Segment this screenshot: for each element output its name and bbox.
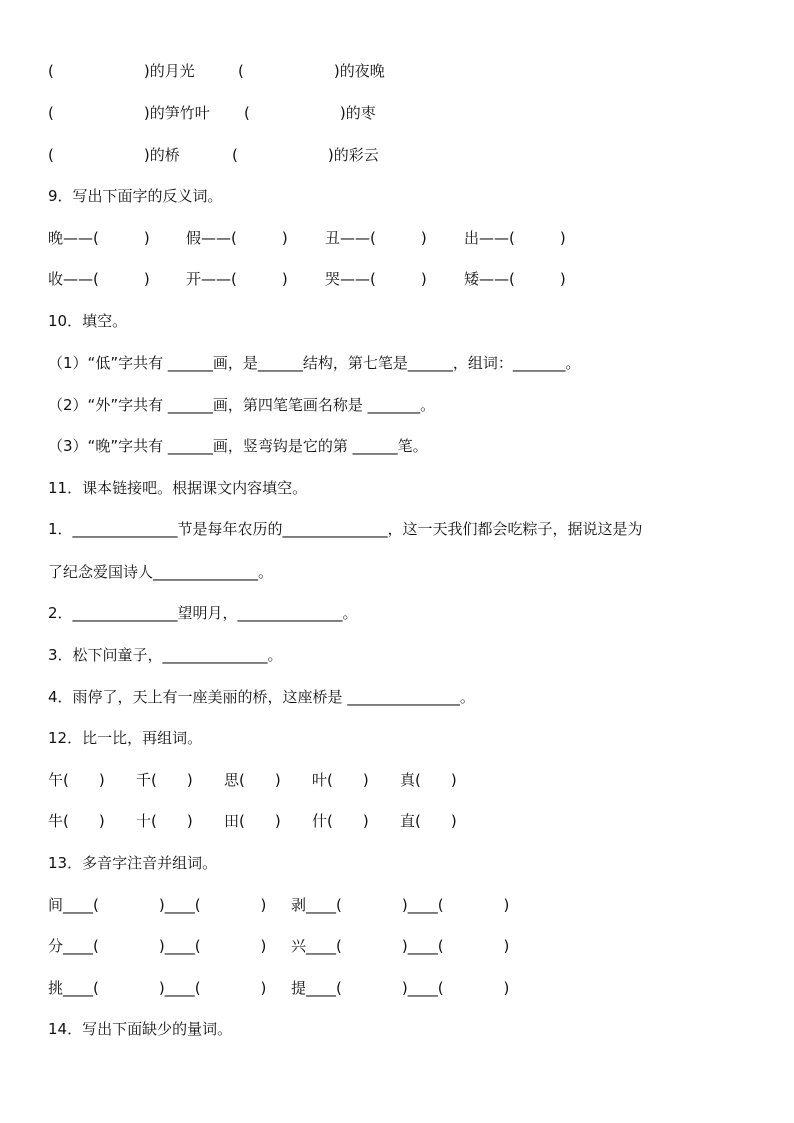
text-segment: 3．松下问童子，______________。 bbox=[48, 646, 283, 664]
text-line bbox=[48, 561, 754, 583]
text-segment: 午( ) bbox=[48, 771, 105, 789]
text-line bbox=[48, 310, 754, 332]
text-segment: 13．多音字注音并组词。 bbox=[48, 854, 218, 872]
text-segment: 挑____( )____( ) bbox=[48, 979, 267, 997]
text-line bbox=[48, 894, 754, 916]
text-segment: 收——( ) bbox=[48, 270, 150, 288]
text-line bbox=[48, 435, 754, 457]
text-segment: 出——( ) bbox=[464, 229, 566, 247]
text-segment: 分____( )____( ) bbox=[48, 937, 267, 955]
text-segment: （1）“低”字共有 ______画，是______结构，第七笔是______，组词：_______。 bbox=[48, 354, 581, 372]
text-line bbox=[48, 352, 754, 374]
text-segment: （2）“外”字共有 ______画，第四笔笔画名称是 _______。 bbox=[48, 396, 436, 414]
text-segment: 直( ) bbox=[400, 812, 457, 830]
text-segment: 思( ) bbox=[224, 771, 281, 789]
text-segment: 真( ) bbox=[400, 771, 457, 789]
text-line bbox=[48, 686, 754, 708]
text-line bbox=[48, 394, 754, 416]
text-line bbox=[48, 102, 754, 124]
text-line bbox=[48, 977, 754, 999]
text-segment: 1．______________节是每年农历的______________，这一天我们都会吃粽子，据说这是为 bbox=[48, 520, 643, 538]
text-line bbox=[48, 477, 754, 499]
text-segment: 12．比一比，再组词。 bbox=[48, 729, 203, 747]
text-segment: ( )的夜晚 bbox=[238, 62, 385, 80]
text-segment: 提____( )____( ) bbox=[291, 979, 510, 997]
text-segment: ( )的枣 bbox=[244, 104, 376, 122]
text-line bbox=[48, 268, 754, 290]
text-segment: 哭——( ) bbox=[325, 270, 427, 288]
text-segment: 矮——( ) bbox=[464, 270, 566, 288]
text-line bbox=[48, 769, 754, 791]
text-segment: 田( ) bbox=[224, 812, 281, 830]
text-segment: 间____( )____( ) bbox=[48, 896, 267, 914]
text-line bbox=[48, 727, 754, 749]
text-segment: 千( ) bbox=[136, 771, 193, 789]
text-segment: 假——( ) bbox=[186, 229, 288, 247]
text-line bbox=[48, 185, 754, 207]
text-segment: ( )的彩云 bbox=[232, 146, 379, 164]
text-line bbox=[48, 227, 754, 249]
text-segment: 11．课本链接吧。根据课文内容填空。 bbox=[48, 479, 308, 497]
text-segment: 兴____( )____( ) bbox=[291, 937, 510, 955]
text-segment: 了纪念爱国诗人______________。 bbox=[48, 563, 274, 581]
text-segment: 丑——( ) bbox=[325, 229, 427, 247]
text-line bbox=[48, 60, 754, 82]
text-line bbox=[48, 518, 754, 540]
text-segment: 4．雨停了，天上有一座美丽的桥，这座桥是 _______________。 bbox=[48, 688, 475, 706]
text-segment: 10．填空。 bbox=[48, 312, 128, 330]
text-segment: 晚——( ) bbox=[48, 229, 150, 247]
text-line bbox=[48, 644, 754, 666]
text-segment: 2．______________望明月，______________。 bbox=[48, 604, 358, 622]
text-segment: ( )的月光 bbox=[48, 62, 195, 80]
text-segment: 叶( ) bbox=[312, 771, 369, 789]
text-line bbox=[48, 935, 754, 957]
text-segment: 牛( ) bbox=[48, 812, 105, 830]
text-segment: 什( ) bbox=[312, 812, 369, 830]
text-segment: 14．写出下面缺少的量词。 bbox=[48, 1020, 233, 1038]
text-line bbox=[48, 144, 754, 166]
text-segment: ( )的笋竹叶 bbox=[48, 104, 210, 122]
text-line bbox=[48, 810, 754, 832]
text-segment: 十( ) bbox=[136, 812, 193, 830]
text-line bbox=[48, 852, 754, 874]
text-segment: （3）“晚”字共有 ______画，竖弯钩是它的第 ______笔。 bbox=[48, 437, 428, 455]
text-segment: 9．写出下面字的反义词。 bbox=[48, 187, 223, 205]
text-segment: ( )的桥 bbox=[48, 146, 180, 164]
text-segment: 开——( ) bbox=[186, 270, 288, 288]
text-line bbox=[48, 602, 754, 624]
text-line bbox=[48, 1018, 754, 1040]
text-segment: 剥____( )____( ) bbox=[291, 896, 510, 914]
